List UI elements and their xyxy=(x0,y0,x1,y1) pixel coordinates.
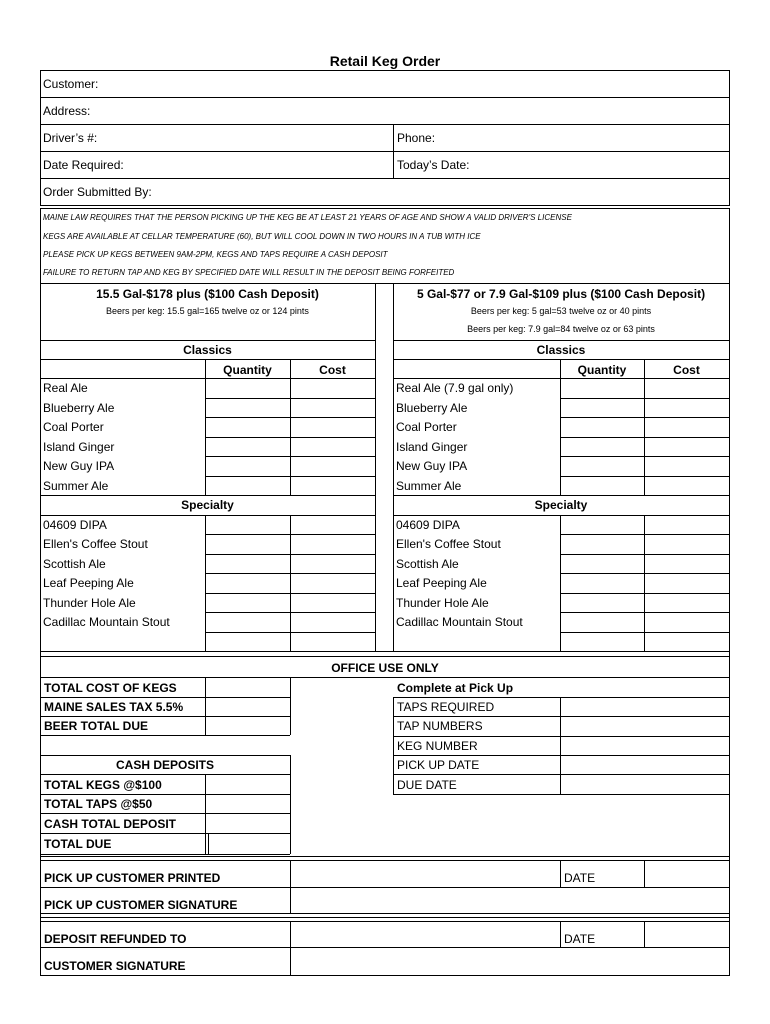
tap-numbers-field[interactable]: TAP NUMBERS xyxy=(397,719,483,733)
left-quantity-cell[interactable] xyxy=(205,398,290,418)
right-cost-cell[interactable] xyxy=(644,515,729,535)
right-cost-cell[interactable] xyxy=(644,378,729,398)
right-cost-cell[interactable] xyxy=(644,476,729,496)
left-specialty-heading: Specialty xyxy=(181,498,234,512)
todays-date-field[interactable]: Today’s Date: xyxy=(397,158,470,172)
right-panel-subheading-79gal: Beers per keg: 7.9 gal=84 twelve oz or 63 pints xyxy=(467,324,655,334)
right-beer-label: Island Ginger xyxy=(396,439,468,454)
maine-sales-tax-label: MAINE SALES TAX 5.5% xyxy=(44,700,184,714)
left-beer-label: 04609 DIPA xyxy=(43,518,107,532)
right-quantity-cell[interactable] xyxy=(560,437,644,457)
pickup-customer-printed-label: PICK UP CUSTOMER PRINTED xyxy=(44,871,221,885)
left-beer-label: Scottish Ale xyxy=(43,557,106,571)
beer-total-due-label: BEER TOTAL DUE xyxy=(44,719,149,733)
right-beer-label: Scottish Ale xyxy=(396,557,459,571)
left-panel-heading: 15.5 Gal-$178 plus ($100 Cash Deposit) xyxy=(96,287,319,301)
left-cost-cell[interactable] xyxy=(290,437,375,457)
right-quantity-cell[interactable] xyxy=(560,612,644,632)
customer-field[interactable]: Customer: xyxy=(43,77,99,91)
left-beer-label: Summer Ale xyxy=(43,478,109,493)
refund-date-label: DATE xyxy=(564,932,596,946)
left-quantity-cell[interactable] xyxy=(205,456,290,476)
right-beer-label: New Guy IPA xyxy=(396,459,468,473)
right-quantity-cell[interactable] xyxy=(560,378,644,398)
address-field[interactable]: Address: xyxy=(43,104,91,118)
left-cost-cell[interactable] xyxy=(290,554,375,574)
right-beer-label: 04609 DIPA xyxy=(396,518,460,532)
left-quantity-cell[interactable] xyxy=(205,378,290,398)
right-beer-label: Ellen's Coffee Stout xyxy=(396,537,501,551)
left-quantity-cell[interactable] xyxy=(205,612,290,632)
left-classics-heading: Classics xyxy=(183,343,232,357)
right-quantity-cell[interactable] xyxy=(560,417,644,437)
notice-pickup-hours: PLEASE PICK UP KEGS BETWEEN 9AM-2PM, KEGS AND TAPS REQUIRE A CASH DEPOSIT xyxy=(43,250,388,259)
right-panel-subheading-5gal: Beers per keg: 5 gal=53 twelve oz or 40 pints xyxy=(470,306,652,316)
left-quantity-cell[interactable] xyxy=(205,417,290,437)
cash-total-deposit-label: CASH TOTAL DEPOSIT xyxy=(44,817,177,831)
total-kegs-label: TOTAL KEGS @$100 xyxy=(44,778,162,792)
left-cost-cell[interactable] xyxy=(290,573,375,593)
left-beer-label: Ellen's Coffee Stout xyxy=(43,537,148,551)
left-cost-cell[interactable] xyxy=(290,398,375,418)
right-panel-heading: 5 Gal-$77 or 7.9 Gal-$109 plus ($100 Cash Deposit) xyxy=(416,287,706,301)
left-quantity-cell[interactable] xyxy=(205,573,290,593)
total-taps-label: TOTAL TAPS @$50 xyxy=(44,797,153,811)
right-beer-label: Coal Porter xyxy=(396,420,457,434)
right-beer-label: Blueberry Ale xyxy=(396,400,468,415)
left-cost-cell[interactable] xyxy=(290,515,375,535)
left-quantity-header: Quantity xyxy=(223,363,272,377)
customer-signature-label: CUSTOMER SIGNATURE xyxy=(44,959,186,973)
left-beer-label: Blueberry Ale xyxy=(43,400,115,415)
drivers-license-field[interactable]: Driver’s #: xyxy=(43,131,98,145)
left-beer-label: New Guy IPA xyxy=(43,459,115,473)
right-cost-header: Cost xyxy=(673,363,700,377)
right-beer-label: Real Ale (7.9 gal only) xyxy=(396,381,514,395)
right-cost-cell[interactable] xyxy=(644,573,729,593)
left-beer-label: Cadillac Mountain Stout xyxy=(43,615,170,629)
left-beer-label: Thunder Hole Ale xyxy=(43,596,136,610)
right-classics-heading: Classics xyxy=(536,343,586,357)
left-cost-cell[interactable] xyxy=(290,612,375,632)
taps-required-field[interactable]: TAPS REQUIRED xyxy=(397,700,495,714)
phone-field[interactable]: Phone: xyxy=(397,131,436,145)
pickup-customer-signature-label: PICK UP CUSTOMER SIGNATURE xyxy=(44,898,238,912)
page-title: Retail Keg Order xyxy=(329,53,441,69)
total-cost-of-kegs-label: TOTAL COST OF KEGS xyxy=(44,681,177,695)
notice-age: MAINE LAW REQUIRES THAT THE PERSON PICKING UP THE KEG BE AT LEAST 21 YEARS OF AGE AND SHOW A VALID DRIVER'S LICENSE xyxy=(43,213,572,222)
right-cost-cell[interactable] xyxy=(644,612,729,632)
cash-deposits-heading: CASH DEPOSITS xyxy=(115,758,214,772)
left-cost-cell[interactable] xyxy=(290,534,375,554)
left-beer-label: Island Ginger xyxy=(43,439,115,454)
left-quantity-cell[interactable] xyxy=(205,515,290,535)
pickup-date-field[interactable]: PICK UP DATE xyxy=(397,758,480,772)
right-beer-label: Summer Ale xyxy=(396,478,462,493)
total-due-label: TOTAL DUE xyxy=(44,837,112,851)
left-cost-cell[interactable] xyxy=(290,417,375,437)
left-panel-subheading: Beers per keg: 15.5 gal=165 twelve oz or 124 pints xyxy=(106,306,309,316)
submitted-by-field[interactable]: Order Submitted By: xyxy=(43,185,152,199)
right-beer-label: Leaf Peeping Ale xyxy=(396,576,487,590)
left-quantity-cell[interactable] xyxy=(205,554,290,574)
right-quantity-cell[interactable] xyxy=(560,534,644,554)
right-cost-cell[interactable] xyxy=(644,534,729,554)
left-cost-cell[interactable] xyxy=(290,593,375,613)
left-quantity-cell[interactable] xyxy=(205,476,290,496)
left-quantity-cell[interactable] xyxy=(205,534,290,554)
right-quantity-cell[interactable] xyxy=(560,554,644,574)
left-cost-cell[interactable] xyxy=(290,378,375,398)
left-cost-cell[interactable] xyxy=(290,476,375,496)
right-quantity-cell[interactable] xyxy=(560,515,644,535)
left-cost-header: Cost xyxy=(319,363,346,377)
right-beer-label: Thunder Hole Ale xyxy=(396,596,489,610)
office-use-heading: OFFICE USE ONLY xyxy=(331,661,439,675)
deposit-refunded-to-label: DEPOSIT REFUNDED TO xyxy=(44,932,187,946)
right-quantity-header: Quantity xyxy=(577,363,627,377)
date-required-field[interactable]: Date Required: xyxy=(43,158,124,172)
left-quantity-cell[interactable] xyxy=(205,437,290,457)
right-beer-label: Cadillac Mountain Stout xyxy=(396,615,523,629)
complete-at-pickup-heading: Complete at Pick Up xyxy=(397,681,514,695)
left-cost-cell[interactable] xyxy=(290,456,375,476)
right-specialty-heading: Specialty xyxy=(534,498,588,512)
keg-number-field[interactable]: KEG NUMBER xyxy=(397,739,478,753)
right-cost-cell[interactable] xyxy=(644,417,729,437)
right-cost-cell[interactable] xyxy=(644,398,729,418)
right-cost-cell[interactable] xyxy=(644,593,729,613)
pickup-date-label: DATE xyxy=(564,871,596,885)
notice-temperature: KEGS ARE AVAILABLE AT CELLAR TEMPERATURE (60), BUT WILL COOL DOWN IN TWO HOURS IN A TUB WITH ICE xyxy=(43,232,481,241)
right-cost-cell[interactable] xyxy=(644,554,729,574)
right-quantity-cell[interactable] xyxy=(560,593,644,613)
left-beer-label: Real Ale xyxy=(43,381,88,395)
due-date-field[interactable]: DUE DATE xyxy=(397,778,457,792)
right-quantity-cell[interactable] xyxy=(560,456,644,476)
left-beer-label: Coal Porter xyxy=(43,420,104,434)
right-quantity-cell[interactable] xyxy=(560,476,644,496)
left-beer-label: Leaf Peeping Ale xyxy=(43,576,134,590)
notice-deposit-forfeit: FAILURE TO RETURN TAP AND KEG BY SPECIFIED DATE WILL RESULT IN THE DEPOSIT BEING FORFEITED xyxy=(43,268,455,277)
right-cost-cell[interactable] xyxy=(644,456,729,476)
right-cost-cell[interactable] xyxy=(644,437,729,457)
right-quantity-cell[interactable] xyxy=(560,398,644,418)
left-quantity-cell[interactable] xyxy=(205,593,290,613)
right-quantity-cell[interactable] xyxy=(560,573,644,593)
